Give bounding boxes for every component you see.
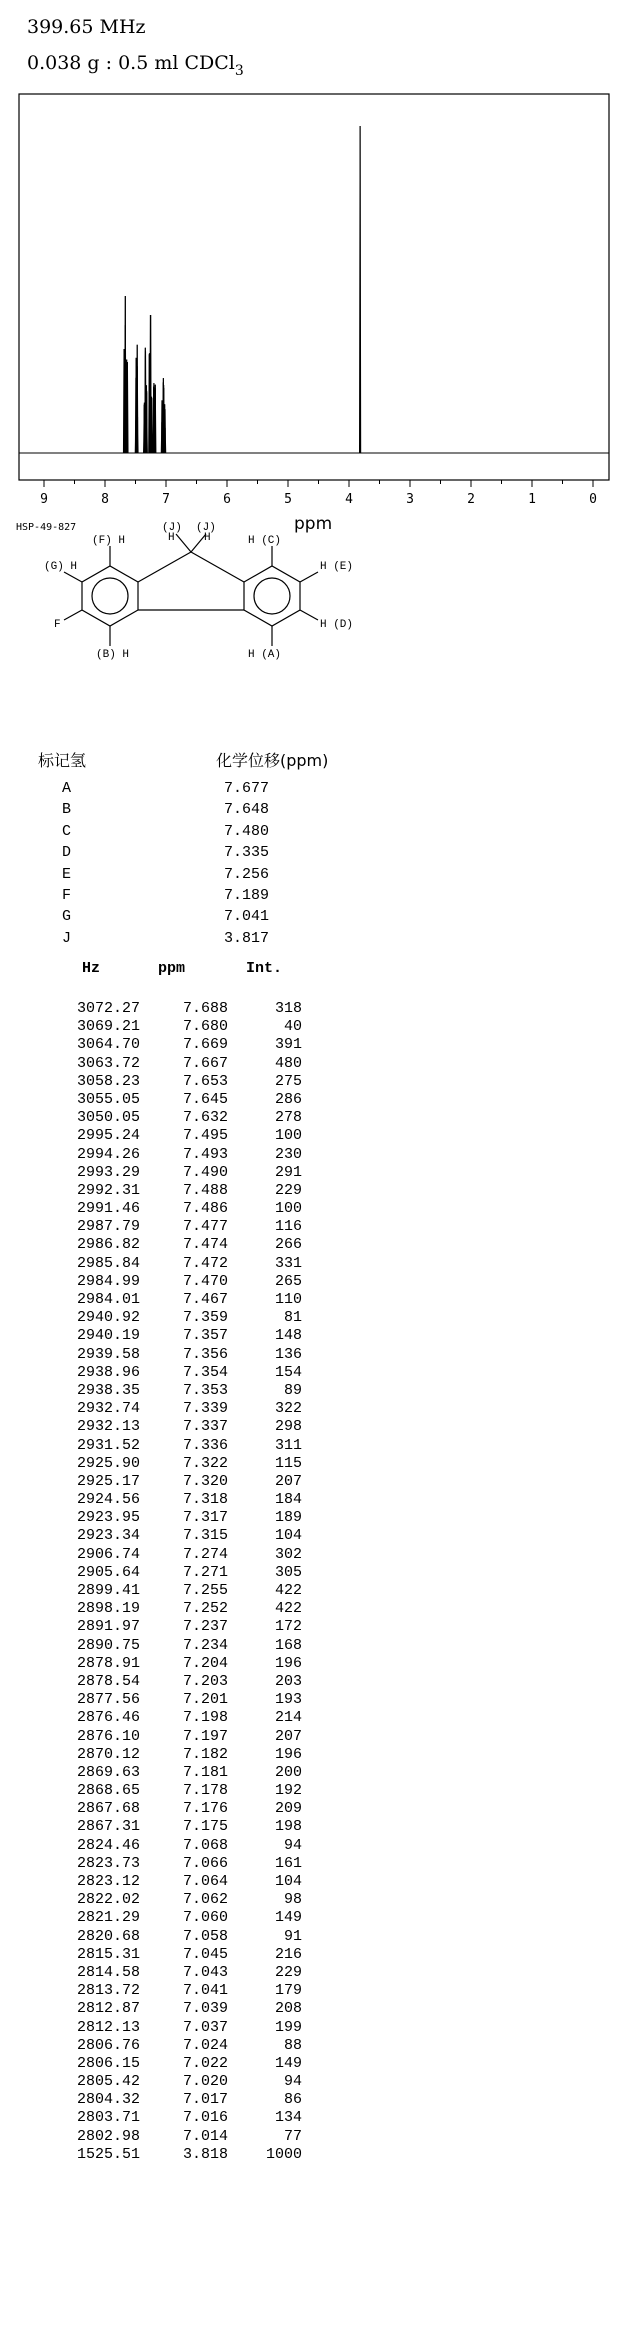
peak-int: 172 xyxy=(274,1618,302,1636)
peak-hz: 3050.05 xyxy=(76,1109,140,1127)
peak-hz: 2877.56 xyxy=(76,1691,140,1709)
peak-hz: 3063.72 xyxy=(76,1054,140,1072)
assignment-label: A xyxy=(62,780,72,797)
peak-int: 422 xyxy=(274,1582,302,1599)
x-tick-label: 2 xyxy=(467,492,475,507)
x-tick-label: 9 xyxy=(40,492,48,507)
peak-hz: 2891.97 xyxy=(76,1618,140,1636)
peak-hz: 2870.12 xyxy=(76,1745,140,1763)
peak-hz: 2940.19 xyxy=(76,1327,140,1345)
peak-int: 302 xyxy=(274,1545,302,1563)
peak-hz: 2923.34 xyxy=(76,1527,140,1545)
peak-ppm: 7.320 xyxy=(182,1472,228,1490)
peak-ppm: 7.495 xyxy=(182,1127,228,1145)
peak-hz: 2823.73 xyxy=(76,1854,140,1872)
label-h-f: (F) H xyxy=(92,535,126,547)
peak-ppm: 7.017 xyxy=(182,2091,228,2109)
peak-ppm: 7.175 xyxy=(182,1818,228,1836)
peak-hz: 3069.21 xyxy=(76,1018,140,1036)
peak-int: 298 xyxy=(274,1418,302,1436)
peak-hz: 2803.71 xyxy=(76,2109,140,2127)
peak-int: 196 xyxy=(274,1745,302,1763)
x-tick-label: 5 xyxy=(284,492,292,507)
peak-ppm: 7.068 xyxy=(182,1836,228,1854)
peak-hz: 2813.72 xyxy=(76,1982,140,2000)
peak-ppm: 7.198 xyxy=(182,1709,228,1727)
peak-hz: 2890.75 xyxy=(76,1636,140,1654)
peak-hz: 2812.13 xyxy=(76,2018,140,2036)
peak-int: 1000 xyxy=(265,2145,302,2163)
peak-hz: 2985.84 xyxy=(76,1254,140,1272)
peak-ppm: 7.064 xyxy=(182,1873,228,1890)
assignment-shift: 3.817 xyxy=(224,929,270,947)
assignment-label: G xyxy=(62,908,72,926)
peak-int: 100 xyxy=(274,1127,302,1145)
label-fluorine: F xyxy=(54,619,61,631)
peak-hz: 2823.12 xyxy=(76,1873,140,1890)
col-int-header: Int. xyxy=(246,960,283,977)
peak-ppm: 7.315 xyxy=(182,1527,228,1545)
peak-ppm: 7.024 xyxy=(182,2036,228,2054)
assignment-label: C xyxy=(62,822,72,840)
peak-int: 291 xyxy=(274,1163,302,1181)
assignment-shift: 7.335 xyxy=(224,844,270,862)
assignment-label: B xyxy=(62,801,72,819)
peak-int: 480 xyxy=(274,1054,302,1072)
peak-ppm: 7.203 xyxy=(182,1672,228,1690)
peak-int: 134 xyxy=(274,2109,302,2127)
peak-hz: 2995.24 xyxy=(76,1127,140,1145)
peak-int: 311 xyxy=(274,1436,302,1454)
x-tick-label: 8 xyxy=(101,492,109,507)
x-axis-label: ppm xyxy=(294,514,333,534)
peak-ppm: 7.488 xyxy=(182,1181,228,1199)
peak-ppm: 7.322 xyxy=(182,1454,228,1472)
peak-hz: 2992.31 xyxy=(76,1181,140,1199)
label-j1: (J) xyxy=(162,522,182,534)
x-tick-label: 3 xyxy=(406,492,414,507)
assignment-shift: 7.648 xyxy=(224,801,270,819)
peak-hz: 2806.15 xyxy=(76,2054,140,2072)
peak-int: 199 xyxy=(274,2018,302,2036)
peak-int: 305 xyxy=(274,1563,302,1581)
peak-int: 100 xyxy=(274,1200,302,1218)
x-tick-label: 6 xyxy=(223,492,231,507)
peak-ppm: 7.467 xyxy=(182,1291,228,1308)
peak-ppm: 7.336 xyxy=(182,1436,228,1454)
peak-hz: 2814.58 xyxy=(76,1963,140,1981)
sample-subscript: 3 xyxy=(234,63,244,79)
peak-hz: 2925.90 xyxy=(76,1454,140,1472)
spectrum-code: HSP-49-827 xyxy=(16,522,77,533)
peak-int: 391 xyxy=(274,1036,302,1054)
peak-int: 110 xyxy=(274,1291,302,1308)
peak-int: 207 xyxy=(274,1472,302,1490)
peak-hz: 2940.92 xyxy=(76,1309,140,1327)
peak-int: 189 xyxy=(274,1509,302,1527)
peak-int: 149 xyxy=(274,1909,302,1927)
assignment-label: J xyxy=(62,929,72,947)
peak-int: 81 xyxy=(283,1309,302,1327)
peak-hz: 2806.76 xyxy=(76,2036,140,2054)
peak-ppm: 7.474 xyxy=(182,1236,228,1254)
peak-int: 278 xyxy=(274,1109,302,1127)
peak-hz: 3055.05 xyxy=(76,1090,140,1108)
peak-int: 209 xyxy=(274,1800,302,1818)
x-tick-label: 7 xyxy=(162,492,170,507)
assignment-shift: 7.677 xyxy=(224,780,270,797)
label-h-d: H (D) xyxy=(320,619,354,631)
peak-ppm: 7.016 xyxy=(182,2109,228,2127)
peak-int: 179 xyxy=(274,1982,302,2000)
peak-hz: 3064.70 xyxy=(76,1036,140,1054)
peak-marks xyxy=(124,126,360,453)
x-tick-label: 0 xyxy=(589,492,597,507)
peak-int: 192 xyxy=(274,1782,302,1800)
peak-ppm: 7.066 xyxy=(182,1854,228,1872)
peak-ppm: 7.045 xyxy=(182,1945,228,1963)
peak-hz: 2991.46 xyxy=(76,1200,140,1218)
peak-hz: 2867.68 xyxy=(76,1800,140,1818)
peak-ppm: 7.645 xyxy=(182,1090,228,1108)
assignment-col-label: 标记氢 xyxy=(38,751,87,770)
peak-ppm: 7.178 xyxy=(182,1782,228,1800)
peak-ppm: 7.255 xyxy=(182,1582,228,1599)
peak-ppm: 7.043 xyxy=(182,1963,228,1981)
peak-hz: 2993.29 xyxy=(76,1163,140,1181)
peak-int: 422 xyxy=(274,1600,302,1618)
peak-hz: 2867.31 xyxy=(76,1818,140,1836)
peak-hz: 2925.17 xyxy=(76,1472,140,1490)
peak-ppm: 7.041 xyxy=(182,1982,228,2000)
peak-ppm: 7.653 xyxy=(182,1072,228,1090)
peak-ppm: 7.037 xyxy=(182,2018,228,2036)
peak-hz: 2984.01 xyxy=(76,1291,140,1308)
peak-int: 198 xyxy=(274,1818,302,1836)
peak-ppm: 7.020 xyxy=(182,2073,228,2091)
peak-int: 200 xyxy=(274,1763,302,1781)
peak-ppm: 7.477 xyxy=(182,1218,228,1236)
peak-int: 94 xyxy=(283,2073,302,2091)
x-tick-label: 4 xyxy=(345,492,353,507)
peak-int: 88 xyxy=(283,2036,302,2054)
peak-int: 208 xyxy=(274,2000,302,2018)
peak-hz: 2938.96 xyxy=(76,1363,140,1381)
peak-ppm: 7.669 xyxy=(182,1036,228,1054)
nmr-spectrum xyxy=(0,0,623,540)
peak-ppm: 7.318 xyxy=(182,1491,228,1509)
peak-ppm: 7.354 xyxy=(182,1363,228,1381)
peak-ppm: 7.359 xyxy=(182,1309,228,1327)
peak-ppm: 7.039 xyxy=(182,2000,228,2018)
peak-int: 275 xyxy=(274,1072,302,1090)
peak-ppm: 7.680 xyxy=(182,1018,228,1036)
peak-int: 98 xyxy=(283,1891,302,1909)
peak-ppm: 7.339 xyxy=(182,1400,228,1418)
peak-ppm: 7.181 xyxy=(182,1763,228,1781)
peak-int: 229 xyxy=(274,1181,302,1199)
peak-ppm: 7.197 xyxy=(182,1727,228,1745)
peak-hz: 2815.31 xyxy=(76,1945,140,1963)
peak-hz: 2931.52 xyxy=(76,1436,140,1454)
peak-ppm: 7.353 xyxy=(182,1381,228,1399)
peak-hz: 2898.19 xyxy=(76,1600,140,1618)
peak-hz: 2939.58 xyxy=(76,1345,140,1363)
peak-ppm: 7.234 xyxy=(182,1636,228,1654)
assignment-shift: 7.041 xyxy=(224,908,270,926)
peak-hz: 2924.56 xyxy=(76,1491,140,1509)
label-j2-h: H xyxy=(204,532,211,544)
peak-ppm: 7.237 xyxy=(182,1618,228,1636)
peak-ppm: 7.014 xyxy=(182,2127,228,2145)
peak-ppm: 7.688 xyxy=(182,1000,228,1017)
peak-ppm: 7.470 xyxy=(182,1272,228,1290)
peak-int: 196 xyxy=(274,1654,302,1672)
peak-ppm: 7.058 xyxy=(182,1927,228,1945)
peak-ppm: 7.357 xyxy=(182,1327,228,1345)
peak-ppm: 3.818 xyxy=(182,2145,228,2163)
peak-int: 318 xyxy=(274,1000,302,1017)
label-h-a: H (A) xyxy=(248,649,282,661)
peak-hz: 2868.65 xyxy=(76,1782,140,1800)
peak-int: 40 xyxy=(283,1018,302,1036)
label-h-c: H (C) xyxy=(248,535,282,547)
peak-int: 149 xyxy=(274,2054,302,2072)
peak-ppm: 7.274 xyxy=(182,1545,228,1563)
peak-int: 154 xyxy=(274,1363,302,1381)
sample-prefix: 0.038 g : 0.5 ml CDCl xyxy=(27,52,235,74)
peak-hz: 2878.91 xyxy=(76,1654,140,1672)
col-ppm-header: ppm xyxy=(158,960,186,977)
peak-int: 89 xyxy=(283,1381,302,1399)
assignment-shift: 7.480 xyxy=(224,822,270,840)
assignment-shift: 7.256 xyxy=(224,865,270,883)
x-axis-ticks xyxy=(44,480,593,487)
peak-hz: 2878.54 xyxy=(76,1672,140,1690)
peak-int: 265 xyxy=(274,1272,302,1290)
peak-ppm: 7.472 xyxy=(182,1254,228,1272)
peak-int: 148 xyxy=(274,1327,302,1345)
assignment-label: D xyxy=(62,844,72,862)
peak-int: 104 xyxy=(274,1527,302,1545)
peak-ppm: 7.632 xyxy=(182,1109,228,1127)
peak-hz: 3072.27 xyxy=(76,1000,140,1017)
label-h-e: H (E) xyxy=(320,561,354,573)
peak-ppm: 7.490 xyxy=(182,1163,228,1181)
peak-int: 104 xyxy=(274,1873,302,1890)
peak-int: 230 xyxy=(274,1145,302,1163)
frequency-label: 399.65 MHz xyxy=(27,16,146,38)
peak-int: 331 xyxy=(274,1254,302,1272)
peak-hz: 2994.26 xyxy=(76,1145,140,1163)
label-j1-h: H xyxy=(168,532,175,544)
peak-hz: 2821.29 xyxy=(76,1909,140,1927)
peak-hz: 2876.46 xyxy=(76,1709,140,1727)
spectrum-trace xyxy=(19,126,609,453)
col-hz-header: Hz xyxy=(82,960,101,977)
peak-hz: 3058.23 xyxy=(76,1072,140,1090)
peak-int: 168 xyxy=(274,1636,302,1654)
peak-hz: 2804.32 xyxy=(76,2091,140,2109)
fluorene-skeleton xyxy=(64,534,318,646)
peak-ppm: 7.060 xyxy=(182,1909,228,1927)
plot-frame xyxy=(19,94,609,480)
peak-int: 203 xyxy=(274,1672,302,1690)
peak-hz: 2923.95 xyxy=(76,1509,140,1527)
peak-hz: 2932.74 xyxy=(76,1400,140,1418)
peak-int: 207 xyxy=(274,1727,302,1745)
peak-ppm: 7.062 xyxy=(182,1891,228,1909)
peak-int: 286 xyxy=(274,1090,302,1108)
assignment-col-shift: 化学位移(ppm) xyxy=(216,751,329,770)
peak-ppm: 7.317 xyxy=(182,1509,228,1527)
peak-hz: 2824.46 xyxy=(76,1836,140,1854)
assignment-label: F xyxy=(62,886,72,904)
peak-ppm: 7.201 xyxy=(182,1691,228,1709)
peak-hz: 2932.13 xyxy=(76,1418,140,1436)
peak-int: 136 xyxy=(274,1345,302,1363)
x-tick-label: 1 xyxy=(528,492,536,507)
peak-ppm: 7.337 xyxy=(182,1418,228,1436)
label-h-g: (G) H xyxy=(44,561,78,573)
peak-hz: 2899.41 xyxy=(76,1582,140,1599)
peak-int: 184 xyxy=(274,1491,302,1509)
peak-int: 216 xyxy=(274,1945,302,1963)
peak-ppm: 7.022 xyxy=(182,2054,228,2072)
peak-ppm: 7.176 xyxy=(182,1800,228,1818)
assignment-label: E xyxy=(62,865,72,883)
peak-int: 91 xyxy=(283,1927,302,1945)
peak-int: 193 xyxy=(274,1691,302,1709)
peak-ppm: 7.486 xyxy=(182,1200,228,1218)
peak-int: 266 xyxy=(274,1236,302,1254)
peak-hz: 2822.02 xyxy=(76,1891,140,1909)
peak-ppm: 7.204 xyxy=(182,1654,228,1672)
x-axis-tick-labels xyxy=(40,492,597,507)
peak-hz: 2812.87 xyxy=(76,2000,140,2018)
assignment-shift: 7.189 xyxy=(224,886,270,904)
peak-hz: 2906.74 xyxy=(76,1545,140,1563)
peak-hz: 1525.51 xyxy=(76,2145,140,2163)
peak-int: 86 xyxy=(283,2091,302,2109)
peak-hz: 2984.99 xyxy=(76,1272,140,1290)
peak-ppm: 7.493 xyxy=(182,1145,228,1163)
peak-hz: 2905.64 xyxy=(76,1563,140,1581)
peak-hz: 2876.10 xyxy=(76,1727,140,1745)
label-h-b: (B) H xyxy=(96,649,130,661)
peak-hz: 2987.79 xyxy=(76,1218,140,1236)
peak-ppm: 7.271 xyxy=(182,1563,228,1581)
peak-ppm: 7.356 xyxy=(182,1345,228,1363)
peak-hz: 2802.98 xyxy=(76,2127,140,2145)
peak-int: 77 xyxy=(283,2127,302,2145)
peak-hz: 2869.63 xyxy=(76,1763,140,1781)
peak-hz: 2986.82 xyxy=(76,1236,140,1254)
peak-int: 94 xyxy=(283,1836,302,1854)
peak-int: 322 xyxy=(274,1400,302,1418)
peak-int: 115 xyxy=(274,1454,302,1472)
label-j2: (J) xyxy=(196,522,216,534)
peak-int: 116 xyxy=(274,1218,302,1236)
peak-ppm: 7.252 xyxy=(182,1600,228,1618)
peak-int: 229 xyxy=(274,1963,302,1981)
peak-ppm: 7.667 xyxy=(182,1054,228,1072)
peak-hz: 2820.68 xyxy=(76,1927,140,1945)
peak-int: 214 xyxy=(274,1709,302,1727)
peak-ppm: 7.182 xyxy=(182,1745,228,1763)
peak-hz: 2938.35 xyxy=(76,1381,140,1399)
peak-int: 161 xyxy=(274,1854,302,1872)
peak-hz: 2805.42 xyxy=(76,2073,140,2091)
